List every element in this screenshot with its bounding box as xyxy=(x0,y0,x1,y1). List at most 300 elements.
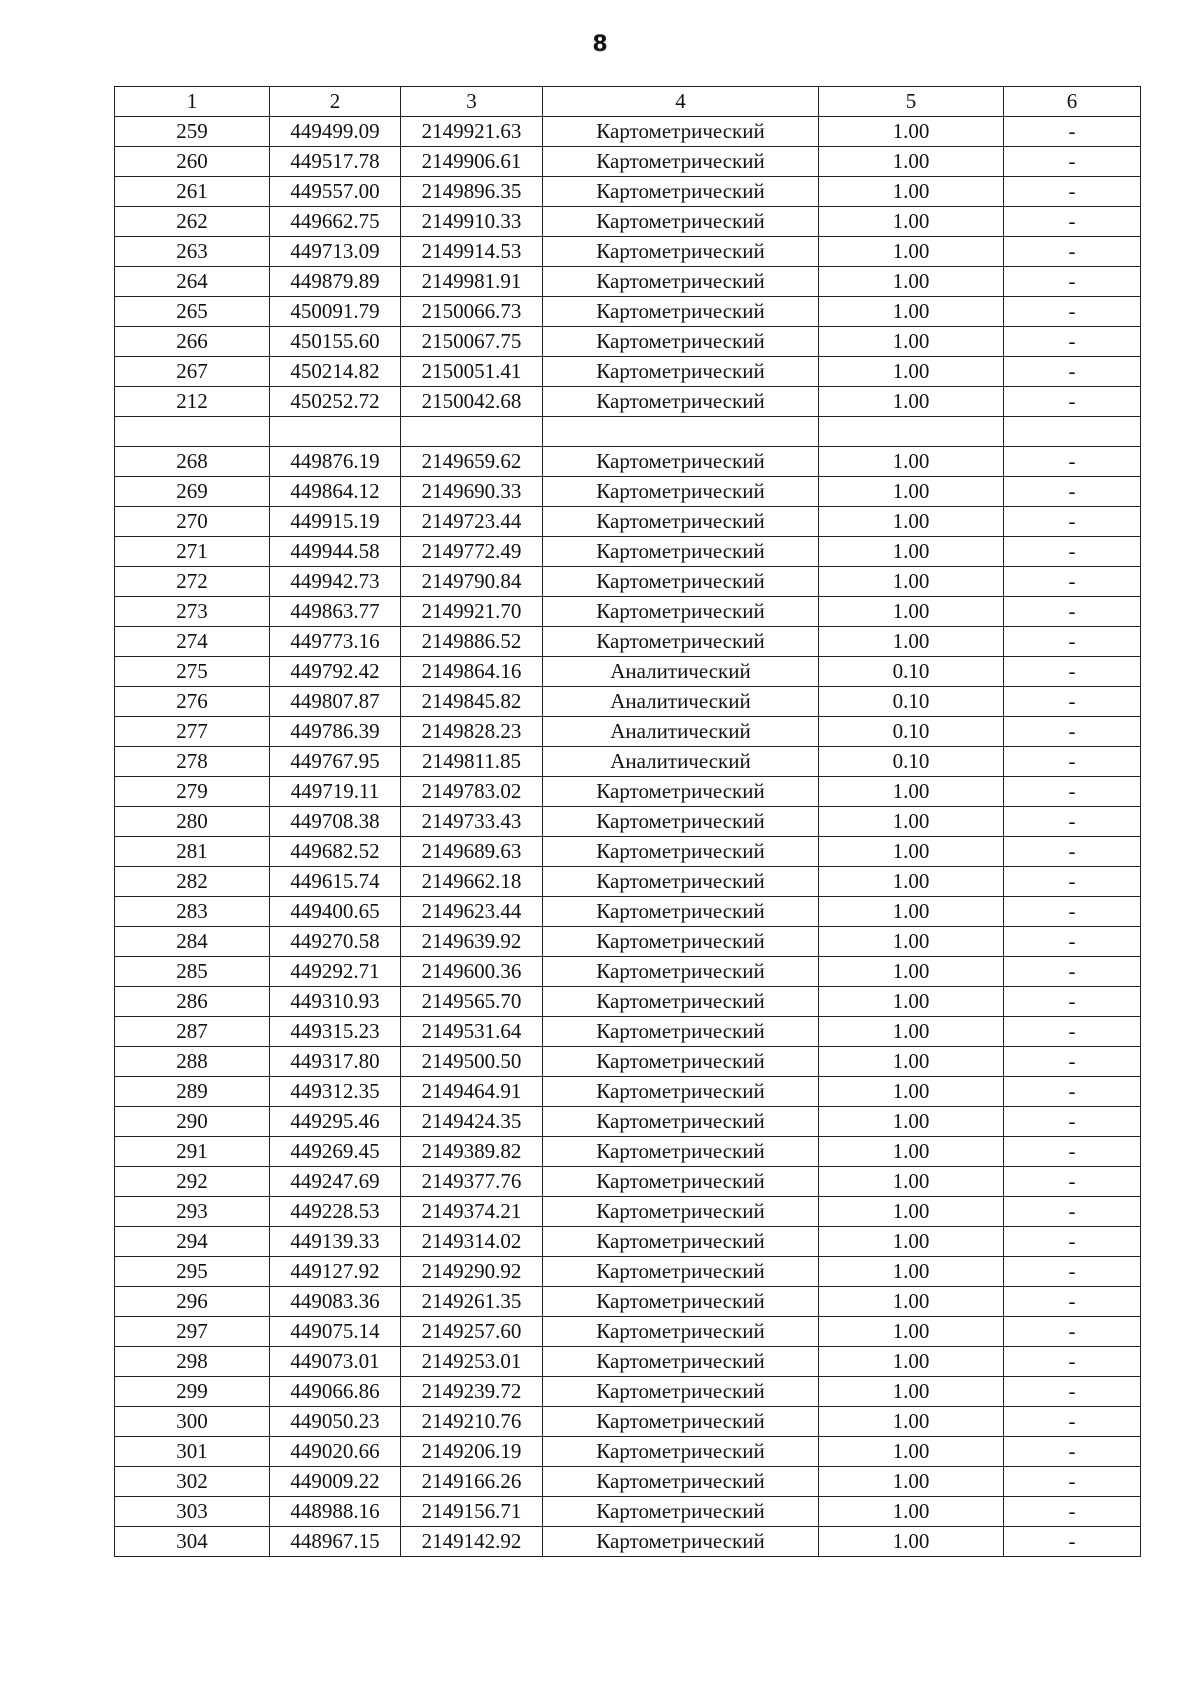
point-number-cell: 278 xyxy=(115,747,270,777)
x-coordinate-cell: 449767.95 xyxy=(270,747,401,777)
column-header-4: 4 xyxy=(543,87,819,117)
point-number-cell xyxy=(115,417,270,447)
table-row xyxy=(115,267,1141,297)
x-coordinate-cell: 449228.53 xyxy=(270,1197,401,1227)
method-cell: Картометрический xyxy=(543,537,819,567)
note-cell: - xyxy=(1004,117,1141,147)
method-cell: Картометрический xyxy=(543,237,819,267)
point-number-cell: 296 xyxy=(115,1287,270,1317)
accuracy-cell: 0.10 xyxy=(819,747,1004,777)
y-coordinate-cell xyxy=(401,417,543,447)
point-number-cell: 259 xyxy=(115,117,270,147)
y-coordinate-cell: 2149639.92 xyxy=(401,927,543,957)
note-cell: - xyxy=(1004,1527,1141,1557)
table-row xyxy=(115,747,1141,777)
table-row xyxy=(115,717,1141,747)
method-cell: Картометрический xyxy=(543,627,819,657)
table-header xyxy=(115,87,1141,117)
point-number-cell: 270 xyxy=(115,507,270,537)
accuracy-cell: 1.00 xyxy=(819,1107,1004,1137)
y-coordinate-cell: 2149239.72 xyxy=(401,1377,543,1407)
y-coordinate-cell: 2149790.84 xyxy=(401,567,543,597)
note-cell: - xyxy=(1004,1257,1141,1287)
table-row xyxy=(115,537,1141,567)
accuracy-cell: 1.00 xyxy=(819,1407,1004,1437)
note-cell: - xyxy=(1004,1407,1141,1437)
point-number-cell: 284 xyxy=(115,927,270,957)
point-number-cell: 294 xyxy=(115,1227,270,1257)
note-cell: - xyxy=(1004,897,1141,927)
table-row xyxy=(115,1137,1141,1167)
accuracy-cell: 1.00 xyxy=(819,1287,1004,1317)
accuracy-cell: 1.00 xyxy=(819,327,1004,357)
method-cell: Картометрический xyxy=(543,1167,819,1197)
point-number-cell: 272 xyxy=(115,567,270,597)
y-coordinate-cell: 2149290.92 xyxy=(401,1257,543,1287)
y-coordinate-cell: 2149166.26 xyxy=(401,1467,543,1497)
accuracy-cell: 1.00 xyxy=(819,567,1004,597)
x-coordinate-cell: 449863.77 xyxy=(270,597,401,627)
note-cell: - xyxy=(1004,387,1141,417)
point-number-cell: 289 xyxy=(115,1077,270,1107)
method-cell: Картометрический xyxy=(543,1017,819,1047)
accuracy-cell: 1.00 xyxy=(819,597,1004,627)
method-cell: Картометрический xyxy=(543,447,819,477)
x-coordinate-cell: 449557.00 xyxy=(270,177,401,207)
note-cell: - xyxy=(1004,627,1141,657)
y-coordinate-cell: 2149845.82 xyxy=(401,687,543,717)
x-coordinate-cell: 449499.09 xyxy=(270,117,401,147)
note-cell: - xyxy=(1004,687,1141,717)
x-coordinate-cell: 449864.12 xyxy=(270,477,401,507)
method-cell: Картометрический xyxy=(543,837,819,867)
note-cell: - xyxy=(1004,297,1141,327)
point-number-cell: 282 xyxy=(115,867,270,897)
note-cell: - xyxy=(1004,1377,1141,1407)
point-number-cell: 300 xyxy=(115,1407,270,1437)
method-cell: Картометрический xyxy=(543,1377,819,1407)
note-cell: - xyxy=(1004,1017,1141,1047)
point-number-cell: 260 xyxy=(115,147,270,177)
y-coordinate-cell: 2149689.63 xyxy=(401,837,543,867)
accuracy-cell: 1.00 xyxy=(819,177,1004,207)
point-number-cell: 264 xyxy=(115,267,270,297)
x-coordinate-cell: 449942.73 xyxy=(270,567,401,597)
x-coordinate-cell: 449073.01 xyxy=(270,1347,401,1377)
column-header-3: 3 xyxy=(401,87,543,117)
point-number-cell: 275 xyxy=(115,657,270,687)
point-number-cell: 286 xyxy=(115,987,270,1017)
point-number-cell: 304 xyxy=(115,1527,270,1557)
table-body xyxy=(115,117,1141,1557)
method-cell: Картометрический xyxy=(543,1287,819,1317)
method-cell: Картометрический xyxy=(543,177,819,207)
accuracy-cell: 1.00 xyxy=(819,537,1004,567)
table-row xyxy=(115,1377,1141,1407)
accuracy-cell: 1.00 xyxy=(819,1317,1004,1347)
y-coordinate-cell: 2149257.60 xyxy=(401,1317,543,1347)
x-coordinate-cell: 449876.19 xyxy=(270,447,401,477)
method-cell: Картометрический xyxy=(543,1077,819,1107)
x-coordinate-cell: 449944.58 xyxy=(270,537,401,567)
point-number-cell: 274 xyxy=(115,627,270,657)
note-cell: - xyxy=(1004,507,1141,537)
table-row xyxy=(115,507,1141,537)
y-coordinate-cell: 2149914.53 xyxy=(401,237,543,267)
x-coordinate-cell: 449662.75 xyxy=(270,207,401,237)
y-coordinate-cell: 2149910.33 xyxy=(401,207,543,237)
accuracy-cell: 1.00 xyxy=(819,1377,1004,1407)
y-coordinate-cell: 2149389.82 xyxy=(401,1137,543,1167)
note-cell: - xyxy=(1004,567,1141,597)
table-row xyxy=(115,567,1141,597)
accuracy-cell: 1.00 xyxy=(819,1197,1004,1227)
note-cell: - xyxy=(1004,537,1141,567)
accuracy-cell: 1.00 xyxy=(819,1077,1004,1107)
table-row xyxy=(115,657,1141,687)
table-row xyxy=(115,1287,1141,1317)
x-coordinate-cell xyxy=(270,417,401,447)
y-coordinate-cell: 2149314.02 xyxy=(401,1227,543,1257)
note-cell: - xyxy=(1004,447,1141,477)
point-number-cell: 283 xyxy=(115,897,270,927)
y-coordinate-cell: 2149783.02 xyxy=(401,777,543,807)
table-row-separator xyxy=(115,417,1141,447)
point-number-cell: 288 xyxy=(115,1047,270,1077)
method-cell: Картометрический xyxy=(543,1497,819,1527)
method-cell: Картометрический xyxy=(543,1347,819,1377)
x-coordinate-cell: 449317.80 xyxy=(270,1047,401,1077)
table-row xyxy=(115,927,1141,957)
page-number: 8 xyxy=(592,32,608,57)
table-row xyxy=(115,237,1141,267)
accuracy-cell: 1.00 xyxy=(819,1257,1004,1287)
table-row xyxy=(115,1167,1141,1197)
x-coordinate-cell: 449792.42 xyxy=(270,657,401,687)
y-coordinate-cell: 2150051.41 xyxy=(401,357,543,387)
x-coordinate-cell: 448988.16 xyxy=(270,1497,401,1527)
table-row xyxy=(115,1257,1141,1287)
column-header-2: 2 xyxy=(270,87,401,117)
accuracy-cell: 1.00 xyxy=(819,1437,1004,1467)
y-coordinate-cell: 2149733.43 xyxy=(401,807,543,837)
method-cell: Картометрический xyxy=(543,927,819,957)
y-coordinate-cell: 2149565.70 xyxy=(401,987,543,1017)
note-cell: - xyxy=(1004,657,1141,687)
method-cell: Картометрический xyxy=(543,1227,819,1257)
y-coordinate-cell: 2149981.91 xyxy=(401,267,543,297)
x-coordinate-cell: 449719.11 xyxy=(270,777,401,807)
point-number-cell: 276 xyxy=(115,687,270,717)
point-number-cell: 267 xyxy=(115,357,270,387)
table-row xyxy=(115,147,1141,177)
note-cell: - xyxy=(1004,1137,1141,1167)
note-cell: - xyxy=(1004,177,1141,207)
point-number-cell: 292 xyxy=(115,1167,270,1197)
table-row xyxy=(115,297,1141,327)
point-number-cell: 263 xyxy=(115,237,270,267)
note-cell xyxy=(1004,417,1141,447)
method-cell: Картометрический xyxy=(543,327,819,357)
y-coordinate-cell: 2149811.85 xyxy=(401,747,543,777)
y-coordinate-cell: 2149424.35 xyxy=(401,1107,543,1137)
accuracy-cell: 1.00 xyxy=(819,147,1004,177)
accuracy-cell: 1.00 xyxy=(819,1137,1004,1167)
point-number-cell: 262 xyxy=(115,207,270,237)
x-coordinate-cell: 450252.72 xyxy=(270,387,401,417)
header-row xyxy=(115,87,1141,117)
accuracy-cell: 1.00 xyxy=(819,1347,1004,1377)
accuracy-cell: 1.00 xyxy=(819,1527,1004,1557)
accuracy-cell: 1.00 xyxy=(819,237,1004,267)
point-number-cell: 268 xyxy=(115,447,270,477)
method-cell xyxy=(543,417,819,447)
point-number-cell: 273 xyxy=(115,597,270,627)
note-cell: - xyxy=(1004,1437,1141,1467)
y-coordinate-cell: 2149531.64 xyxy=(401,1017,543,1047)
note-cell: - xyxy=(1004,147,1141,177)
point-number-cell: 290 xyxy=(115,1107,270,1137)
x-coordinate-cell: 449807.87 xyxy=(270,687,401,717)
point-number-cell: 212 xyxy=(115,387,270,417)
note-cell: - xyxy=(1004,837,1141,867)
y-coordinate-cell: 2149906.61 xyxy=(401,147,543,177)
point-number-cell: 281 xyxy=(115,837,270,867)
y-coordinate-cell: 2149500.50 xyxy=(401,1047,543,1077)
note-cell: - xyxy=(1004,1347,1141,1377)
table-row xyxy=(115,777,1141,807)
y-coordinate-cell: 2149142.92 xyxy=(401,1527,543,1557)
table-row xyxy=(115,207,1141,237)
x-coordinate-cell: 449269.45 xyxy=(270,1137,401,1167)
method-cell: Картометрический xyxy=(543,477,819,507)
note-cell: - xyxy=(1004,1167,1141,1197)
note-cell: - xyxy=(1004,927,1141,957)
accuracy-cell: 1.00 xyxy=(819,957,1004,987)
point-number-cell: 265 xyxy=(115,297,270,327)
point-number-cell: 293 xyxy=(115,1197,270,1227)
method-cell: Аналитический xyxy=(543,747,819,777)
table-row xyxy=(115,1437,1141,1467)
accuracy-cell: 1.00 xyxy=(819,1467,1004,1497)
x-coordinate-cell: 450214.82 xyxy=(270,357,401,387)
point-number-cell: 303 xyxy=(115,1497,270,1527)
column-header-1: 1 xyxy=(115,87,270,117)
y-coordinate-cell: 2150067.75 xyxy=(401,327,543,357)
point-number-cell: 285 xyxy=(115,957,270,987)
table-row xyxy=(115,117,1141,147)
table-row xyxy=(115,1407,1141,1437)
table-row xyxy=(115,357,1141,387)
method-cell: Картометрический xyxy=(543,147,819,177)
x-coordinate-cell: 449292.71 xyxy=(270,957,401,987)
method-cell: Аналитический xyxy=(543,687,819,717)
table-row xyxy=(115,1017,1141,1047)
accuracy-cell: 1.00 xyxy=(819,357,1004,387)
method-cell: Картометрический xyxy=(543,897,819,927)
point-number-cell: 302 xyxy=(115,1467,270,1497)
accuracy-cell: 1.00 xyxy=(819,1227,1004,1257)
note-cell: - xyxy=(1004,1107,1141,1137)
method-cell: Аналитический xyxy=(543,717,819,747)
x-coordinate-cell: 449708.38 xyxy=(270,807,401,837)
x-coordinate-cell: 449310.93 xyxy=(270,987,401,1017)
point-number-cell: 298 xyxy=(115,1347,270,1377)
x-coordinate-cell: 450091.79 xyxy=(270,297,401,327)
y-coordinate-cell: 2149772.49 xyxy=(401,537,543,567)
point-number-cell: 280 xyxy=(115,807,270,837)
x-coordinate-cell: 449050.23 xyxy=(270,1407,401,1437)
accuracy-cell: 1.00 xyxy=(819,1167,1004,1197)
y-coordinate-cell: 2149377.76 xyxy=(401,1167,543,1197)
table-row xyxy=(115,957,1141,987)
table-row xyxy=(115,627,1141,657)
y-coordinate-cell: 2149921.70 xyxy=(401,597,543,627)
x-coordinate-cell: 449009.22 xyxy=(270,1467,401,1497)
table-row xyxy=(115,477,1141,507)
method-cell: Картометрический xyxy=(543,357,819,387)
note-cell: - xyxy=(1004,237,1141,267)
y-coordinate-cell: 2149864.16 xyxy=(401,657,543,687)
note-cell: - xyxy=(1004,1467,1141,1497)
method-cell: Аналитический xyxy=(543,657,819,687)
y-coordinate-cell: 2149374.21 xyxy=(401,1197,543,1227)
table-row xyxy=(115,897,1141,927)
point-number-cell: 266 xyxy=(115,327,270,357)
accuracy-cell: 1.00 xyxy=(819,987,1004,1017)
note-cell: - xyxy=(1004,1287,1141,1317)
y-coordinate-cell: 2150042.68 xyxy=(401,387,543,417)
method-cell: Картометрический xyxy=(543,1407,819,1437)
table-row xyxy=(115,1317,1141,1347)
column-header-5: 5 xyxy=(819,87,1004,117)
y-coordinate-cell: 2149921.63 xyxy=(401,117,543,147)
note-cell: - xyxy=(1004,747,1141,777)
method-cell: Картометрический xyxy=(543,1527,819,1557)
accuracy-cell: 1.00 xyxy=(819,117,1004,147)
point-number-cell: 261 xyxy=(115,177,270,207)
method-cell: Картометрический xyxy=(543,567,819,597)
accuracy-cell: 1.00 xyxy=(819,807,1004,837)
x-coordinate-cell: 449075.14 xyxy=(270,1317,401,1347)
accuracy-cell: 1.00 xyxy=(819,1047,1004,1077)
table-row xyxy=(115,327,1141,357)
accuracy-cell: 1.00 xyxy=(819,507,1004,537)
y-coordinate-cell: 2149896.35 xyxy=(401,177,543,207)
table-row xyxy=(115,447,1141,477)
point-number-cell: 269 xyxy=(115,477,270,507)
note-cell: - xyxy=(1004,987,1141,1017)
accuracy-cell: 1.00 xyxy=(819,927,1004,957)
point-number-cell: 299 xyxy=(115,1377,270,1407)
table-row xyxy=(115,807,1141,837)
table-row xyxy=(115,1047,1141,1077)
method-cell: Картометрический xyxy=(543,267,819,297)
point-number-cell: 295 xyxy=(115,1257,270,1287)
y-coordinate-cell: 2149662.18 xyxy=(401,867,543,897)
x-coordinate-cell: 449247.69 xyxy=(270,1167,401,1197)
note-cell: - xyxy=(1004,357,1141,387)
note-cell: - xyxy=(1004,957,1141,987)
y-coordinate-cell: 2149464.91 xyxy=(401,1077,543,1107)
y-coordinate-cell: 2149828.23 xyxy=(401,717,543,747)
accuracy-cell: 1.00 xyxy=(819,447,1004,477)
x-coordinate-cell: 449127.92 xyxy=(270,1257,401,1287)
accuracy-cell: 1.00 xyxy=(819,297,1004,327)
x-coordinate-cell: 449773.16 xyxy=(270,627,401,657)
accuracy-cell: 1.00 xyxy=(819,267,1004,297)
point-number-cell: 277 xyxy=(115,717,270,747)
method-cell: Картометрический xyxy=(543,777,819,807)
point-number-cell: 297 xyxy=(115,1317,270,1347)
point-number-cell: 301 xyxy=(115,1437,270,1467)
table-row xyxy=(115,1497,1141,1527)
x-coordinate-cell: 449312.35 xyxy=(270,1077,401,1107)
accuracy-cell: 1.00 xyxy=(819,207,1004,237)
table-row xyxy=(115,1467,1141,1497)
table-row xyxy=(115,1077,1141,1107)
note-cell: - xyxy=(1004,1197,1141,1227)
note-cell: - xyxy=(1004,1317,1141,1347)
x-coordinate-cell: 449270.58 xyxy=(270,927,401,957)
accuracy-cell: 1.00 xyxy=(819,1017,1004,1047)
point-number-cell: 291 xyxy=(115,1137,270,1167)
y-coordinate-cell: 2149600.36 xyxy=(401,957,543,987)
method-cell: Картометрический xyxy=(543,297,819,327)
y-coordinate-cell: 2149156.71 xyxy=(401,1497,543,1527)
method-cell: Картометрический xyxy=(543,957,819,987)
method-cell: Картометрический xyxy=(543,1047,819,1077)
x-coordinate-cell: 449879.89 xyxy=(270,267,401,297)
accuracy-cell: 1.00 xyxy=(819,837,1004,867)
note-cell: - xyxy=(1004,597,1141,627)
table-row xyxy=(115,1107,1141,1137)
point-number-cell: 279 xyxy=(115,777,270,807)
accuracy-cell: 1.00 xyxy=(819,477,1004,507)
note-cell: - xyxy=(1004,1227,1141,1257)
accuracy-cell: 1.00 xyxy=(819,627,1004,657)
x-coordinate-cell: 449517.78 xyxy=(270,147,401,177)
accuracy-cell xyxy=(819,417,1004,447)
accuracy-cell: 0.10 xyxy=(819,717,1004,747)
accuracy-cell: 0.10 xyxy=(819,687,1004,717)
x-coordinate-cell: 449786.39 xyxy=(270,717,401,747)
table-row xyxy=(115,837,1141,867)
method-cell: Картометрический xyxy=(543,117,819,147)
method-cell: Картометрический xyxy=(543,867,819,897)
method-cell: Картометрический xyxy=(543,1137,819,1167)
table-row xyxy=(115,177,1141,207)
x-coordinate-cell: 449315.23 xyxy=(270,1017,401,1047)
table-row xyxy=(115,867,1141,897)
accuracy-cell: 1.00 xyxy=(819,1497,1004,1527)
x-coordinate-cell: 449066.86 xyxy=(270,1377,401,1407)
y-coordinate-cell: 2149261.35 xyxy=(401,1287,543,1317)
accuracy-cell: 1.00 xyxy=(819,777,1004,807)
x-coordinate-cell: 449400.65 xyxy=(270,897,401,927)
accuracy-cell: 1.00 xyxy=(819,867,1004,897)
y-coordinate-cell: 2150066.73 xyxy=(401,297,543,327)
x-coordinate-cell: 449682.52 xyxy=(270,837,401,867)
method-cell: Картометрический xyxy=(543,987,819,1017)
x-coordinate-cell: 449295.46 xyxy=(270,1107,401,1137)
method-cell: Картометрический xyxy=(543,1317,819,1347)
method-cell: Картометрический xyxy=(543,597,819,627)
x-coordinate-cell: 450155.60 xyxy=(270,327,401,357)
table-row xyxy=(115,687,1141,717)
x-coordinate-cell: 449713.09 xyxy=(270,237,401,267)
y-coordinate-cell: 2149206.19 xyxy=(401,1437,543,1467)
